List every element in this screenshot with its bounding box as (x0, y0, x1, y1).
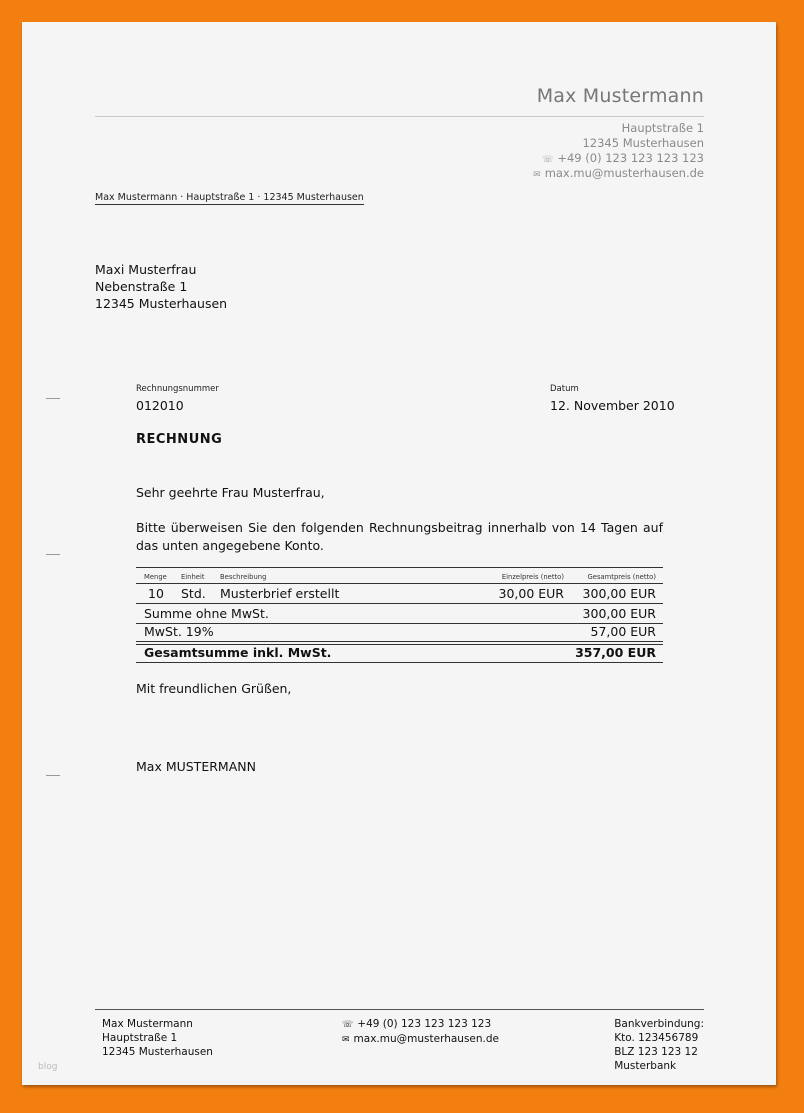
sender-street: Hauptstraße 1 (621, 121, 704, 135)
footer-email: max.mu@musterhausen.de (353, 1033, 499, 1045)
phone-icon: ☏ (542, 155, 554, 165)
footer-rule (95, 1009, 704, 1010)
recipient-street: Nebenstraße 1 (95, 279, 188, 294)
date-label: Datum (550, 384, 579, 394)
header-unit: Einheit (181, 573, 205, 581)
footer-bank-name: Musterbank (614, 1060, 677, 1072)
sender-name-heading: Max Mustermann (536, 85, 704, 107)
return-address-line: Max Mustermann · Hauptstraße 1 · 12345 Musterhausen (95, 192, 364, 203)
footer-bank (614, 1017, 704, 1073)
sender-email: max.mu@musterhausen.de (544, 166, 704, 180)
salutation: Sehr geehrte Frau Musterfrau, (136, 485, 325, 500)
header-qty: Menge (144, 573, 167, 581)
sender-city: 12345 Musterhausen (582, 136, 704, 150)
closing: Mit freundlichen Grüßen, (136, 681, 292, 696)
footer-street: Hauptstraße 1 (102, 1032, 178, 1044)
sender-phone-line (542, 151, 704, 165)
table-header-rule (136, 583, 663, 584)
vat-label: MwSt. 19% (144, 624, 214, 639)
subtotal-rule (136, 623, 663, 624)
footer-sender (102, 1017, 213, 1059)
total-value: 357,00 EUR (575, 645, 656, 660)
header-total-price: Gesamtpreis (netto) (587, 573, 656, 581)
footer-contact (342, 1017, 499, 1047)
sender-email-line (533, 166, 704, 180)
row-total-price: 300,00 EUR (582, 586, 656, 601)
subtotal-value: 300,00 EUR (582, 606, 656, 621)
footer-bank-label: Bankverbindung: (614, 1018, 704, 1030)
header-unit-price: Einzelpreis (netto) (501, 573, 564, 581)
subtotal-label: Summe ohne MwSt. (144, 606, 269, 621)
fold-mark (46, 775, 60, 776)
watermark: blog (38, 1062, 58, 1072)
signature: Max MUSTERMANN (136, 759, 256, 774)
row-qty: 10 (148, 586, 164, 601)
table-top-rule (136, 567, 663, 568)
invoice-date: 12. November 2010 (550, 398, 675, 413)
row-description: Musterbrief erstellt (220, 586, 340, 601)
total-label: Gesamtsumme inkl. MwSt. (144, 645, 332, 660)
header-description: Beschreibung (220, 573, 267, 581)
sender-phone: +49 (0) 123 123 123 123 (557, 151, 704, 165)
header-rule (95, 116, 704, 117)
footer-phone-line (342, 1017, 499, 1032)
body-paragraph: Bitte überweisen Sie den folgenden Rechnungsbeitrag innerhalb von 14 Tagen auf das unten angegebene Konto. (136, 520, 663, 553)
envelope-icon: ✉ (533, 170, 541, 180)
invoice-number: 012010 (136, 398, 184, 413)
fold-mark (46, 398, 60, 399)
vat-value: 57,00 EUR (590, 624, 656, 639)
footer-blz: BLZ 123 123 12 (614, 1046, 698, 1058)
fold-mark (46, 554, 60, 555)
footer-email-line (342, 1032, 499, 1047)
letter-page (22, 22, 776, 1085)
row-unit-price: 30,00 EUR (498, 586, 564, 601)
recipient-city: 12345 Musterhausen (95, 296, 228, 311)
envelope-icon: ✉ (342, 1035, 350, 1045)
phone-icon: ☏ (342, 1020, 354, 1030)
row-unit: Std. (181, 586, 206, 601)
vat-rule-1 (136, 641, 663, 642)
recipient-name: Maxi Musterfrau (95, 262, 197, 277)
footer-name: Max Mustermann (102, 1018, 193, 1030)
table-row-rule (136, 603, 663, 604)
footer-city: 12345 Musterhausen (102, 1046, 213, 1058)
invoice-number-label: Rechnungsnummer (136, 384, 219, 394)
footer-account: Kto. 123456789 (614, 1032, 699, 1044)
table-bottom-rule (136, 662, 663, 663)
footer-phone: +49 (0) 123 123 123 123 (357, 1018, 492, 1030)
subject-heading: RECHNUNG (136, 432, 223, 447)
